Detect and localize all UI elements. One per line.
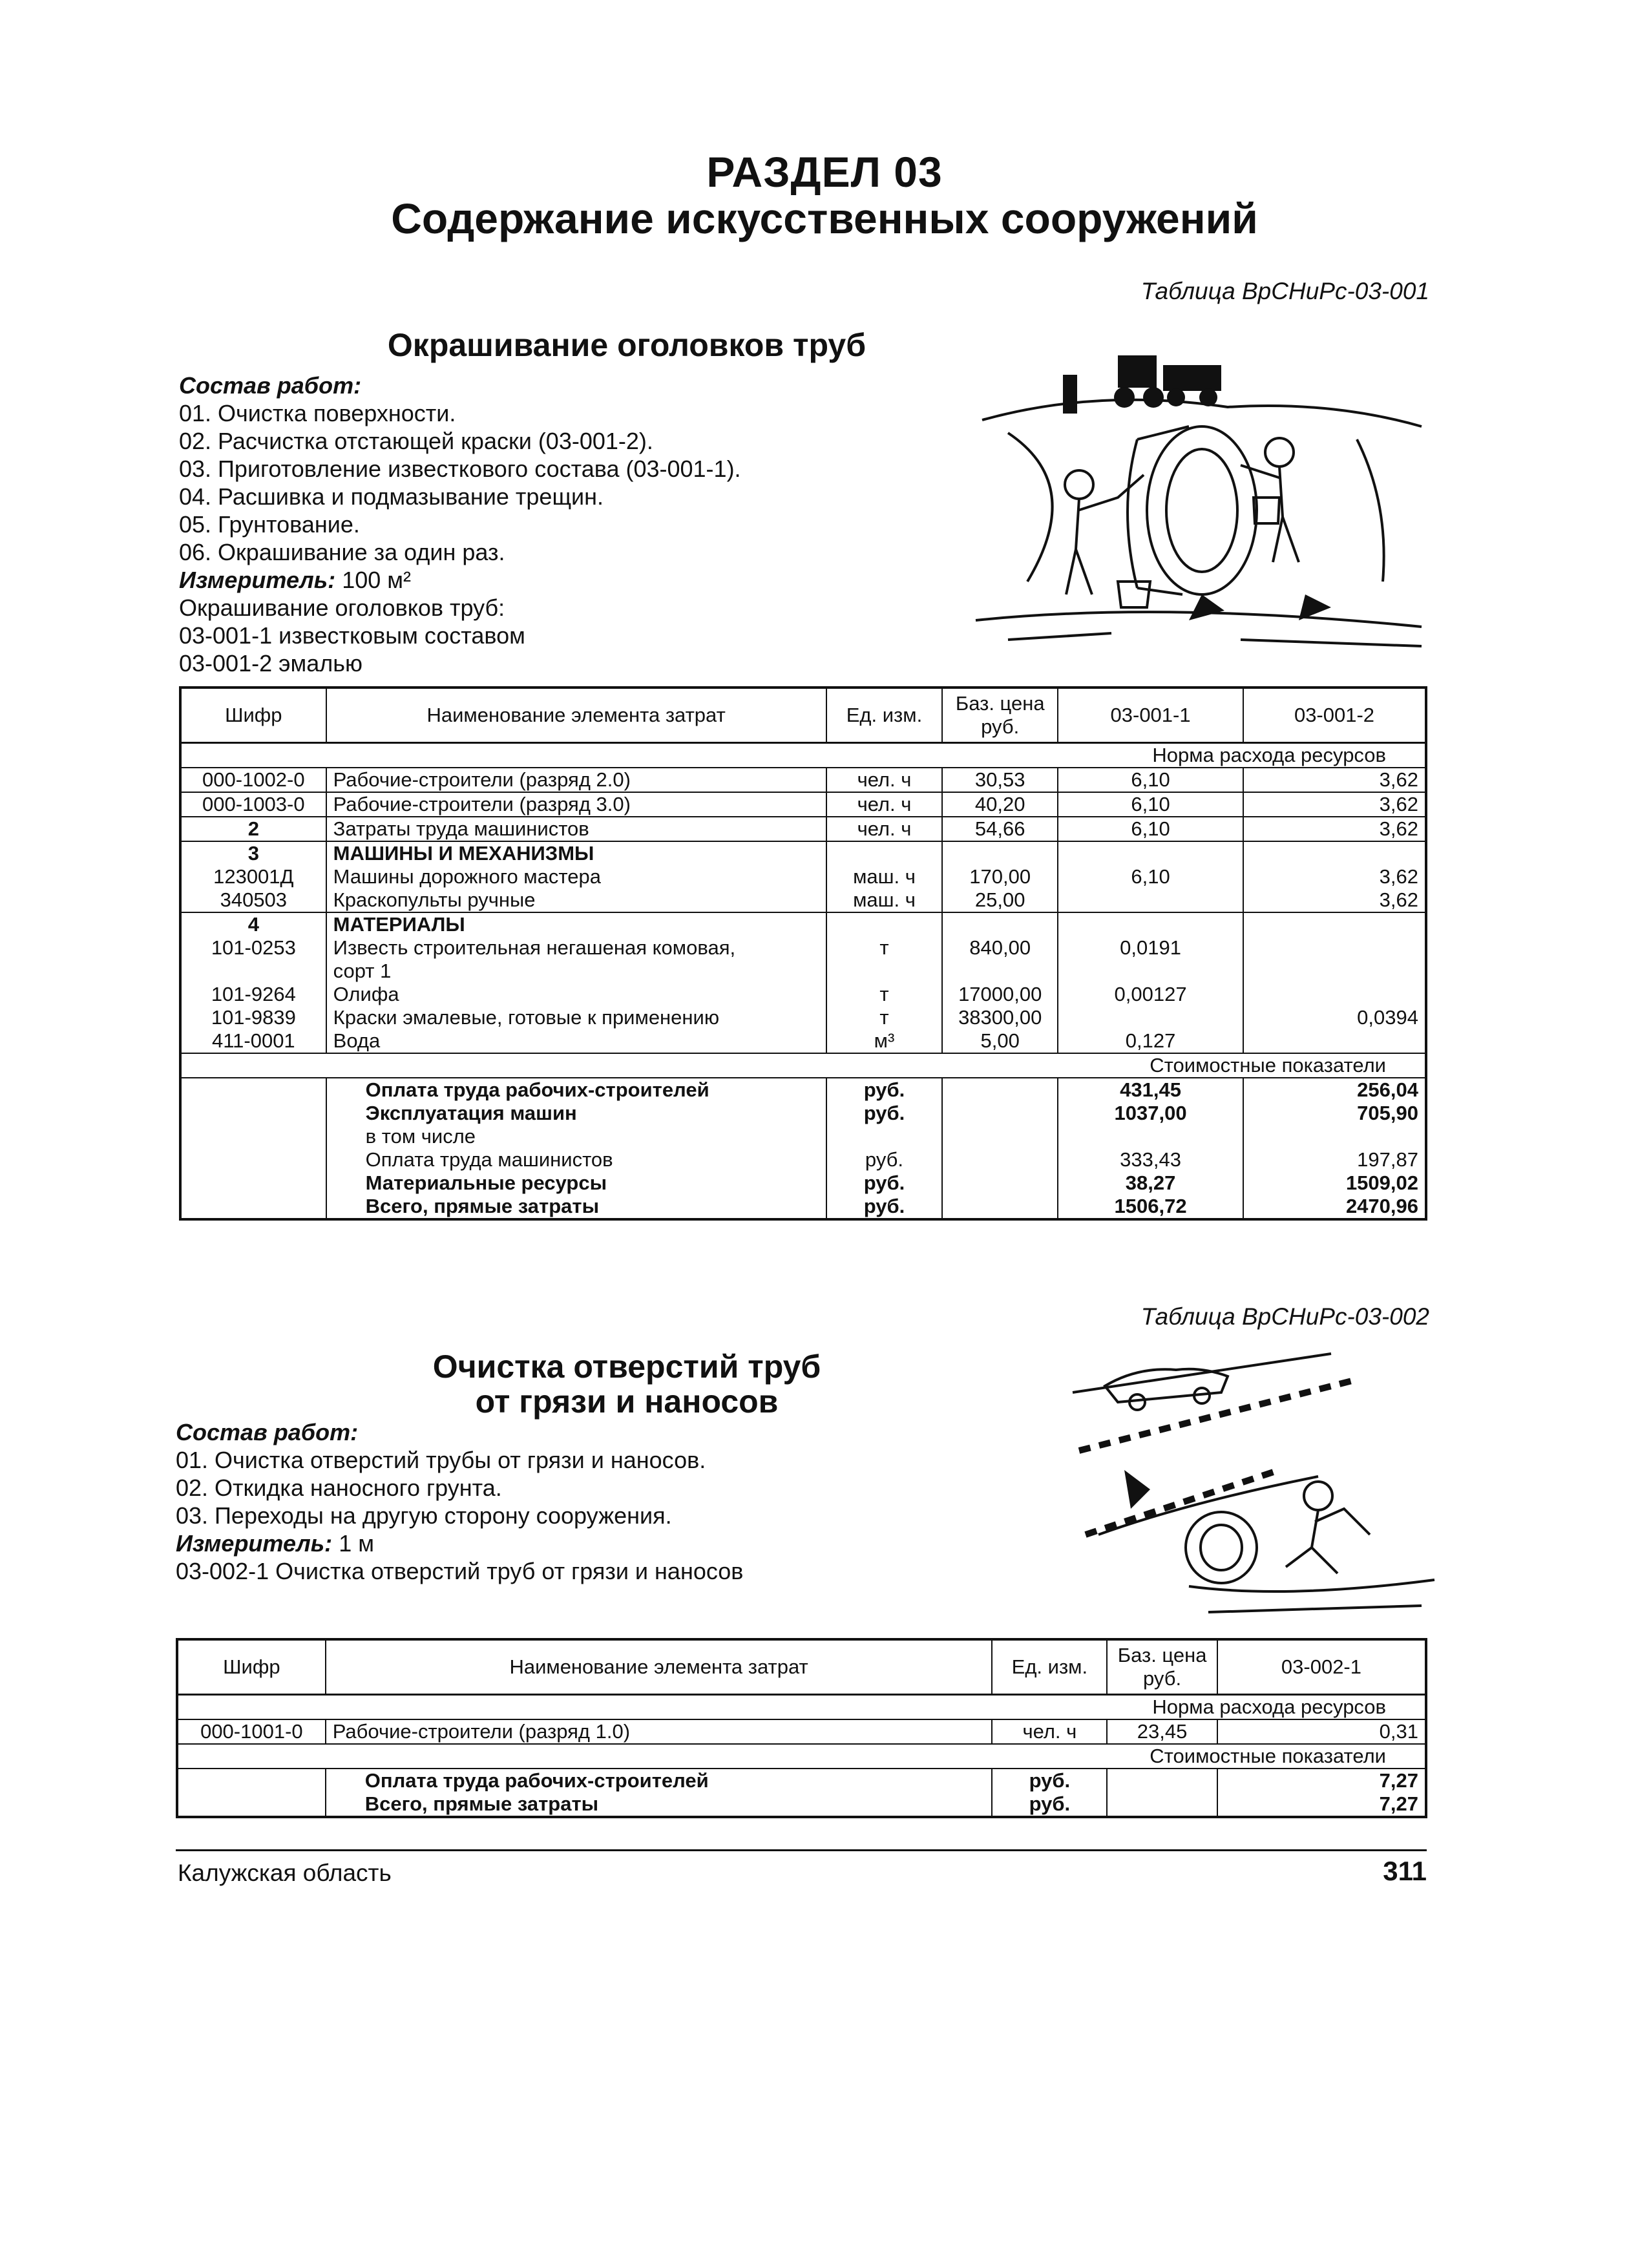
painting-pipe-illustration bbox=[969, 336, 1434, 659]
cell-v1: 6,10 bbox=[1058, 768, 1243, 792]
meter-label: Измеритель: bbox=[176, 1530, 333, 1557]
variants-intro: Окрашивание оголовков труб: bbox=[179, 594, 505, 621]
meter-label: Измеритель: bbox=[179, 567, 336, 593]
cell-v1 bbox=[1058, 1006, 1243, 1029]
table-row bbox=[180, 912, 1426, 936]
cell-v2: 3,62 bbox=[1243, 792, 1426, 817]
cell-code: 101-0253 bbox=[180, 936, 326, 983]
cost-v1: 1037,00 bbox=[1058, 1102, 1243, 1125]
cost-v2: 705,90 bbox=[1243, 1102, 1426, 1125]
cell-code: 123001Д bbox=[180, 865, 326, 888]
cost-row bbox=[180, 1195, 1426, 1219]
table-row bbox=[180, 936, 1426, 983]
cell-v1: 0,00127 bbox=[1058, 983, 1243, 1006]
cell-unit: т bbox=[826, 1006, 943, 1029]
table-header-row bbox=[180, 688, 1426, 743]
cell-v2: 3,62 bbox=[1243, 865, 1426, 888]
resource-table-03-001 bbox=[179, 686, 1427, 1221]
cost-name: Оплата труда рабочих-строителей bbox=[326, 1769, 993, 1792]
cost-v1: 1506,72 bbox=[1058, 1195, 1243, 1219]
cell-price: 5,00 bbox=[942, 1029, 1058, 1053]
cost-unit: руб. bbox=[992, 1792, 1107, 1817]
work-step: 04. Расшивка и подмазывание трещин. bbox=[179, 483, 604, 510]
cell-v2 bbox=[1243, 1029, 1426, 1053]
cost-name: Оплата труда рабочих-строителей bbox=[326, 1078, 826, 1102]
cost-name: Всего, прямые затраты bbox=[326, 1195, 826, 1219]
cost-row bbox=[177, 1792, 1426, 1817]
cell-price: 840,00 bbox=[942, 936, 1058, 983]
cost-row bbox=[180, 1102, 1426, 1125]
col-header-name: Наименование элемента затрат bbox=[326, 1639, 993, 1695]
cell-name: МАТЕРИАЛЫ bbox=[326, 912, 826, 936]
band-row-cost bbox=[177, 1744, 1426, 1769]
cost-name: Всего, прямые затраты bbox=[326, 1792, 993, 1817]
meter-value: 1 м bbox=[339, 1530, 374, 1557]
meter-line bbox=[176, 1529, 1016, 1557]
table-row bbox=[180, 983, 1426, 1006]
cost-v1: 7,27 bbox=[1217, 1792, 1426, 1817]
page-number: 311 bbox=[1383, 1856, 1427, 1886]
cell-v2 bbox=[1243, 983, 1426, 1006]
table2-work-list bbox=[176, 1418, 1016, 1585]
cost-name: Материальные ресурсы bbox=[326, 1171, 826, 1195]
cell-code: 411-0001 bbox=[180, 1029, 326, 1053]
cell-name: Вода bbox=[326, 1029, 826, 1053]
cell-code: 000-1002-0 bbox=[180, 768, 326, 792]
variant-item: 03-001-2 эмалью bbox=[179, 650, 363, 677]
cell-v1: 6,10 bbox=[1058, 865, 1243, 888]
cell-unit: чел. ч bbox=[826, 792, 943, 817]
table1-ref: Таблица ВрСНиРс-03-001 bbox=[1140, 278, 1429, 304]
cost-unit: руб. bbox=[826, 1102, 943, 1125]
cost-row bbox=[180, 1148, 1426, 1171]
section-subheading: Содержание искусственных сооружений bbox=[391, 194, 1258, 242]
cost-name: Оплата труда машинистов bbox=[326, 1148, 826, 1171]
cell-name: Рабочие-строители (разряд 3.0) bbox=[326, 792, 826, 817]
col-header-price: Баз. цена руб. bbox=[1107, 1639, 1217, 1695]
cell-v1: 0,0191 bbox=[1058, 936, 1243, 983]
table-header-row bbox=[177, 1639, 1426, 1695]
cell-price: 17000,00 bbox=[942, 983, 1058, 1006]
work-step: 05. Грунтование. bbox=[179, 511, 360, 538]
cell-name-line1: Известь строительная негашеная комовая, bbox=[333, 936, 736, 959]
work-step: 02. Расчистка отстающей краски (03-001-2). bbox=[179, 428, 653, 454]
cell-price: 40,20 bbox=[942, 792, 1058, 817]
cell-name: Олифа bbox=[326, 983, 826, 1006]
cell-name: Краскопульты ручные bbox=[326, 888, 826, 912]
cell-code: 000-1001-0 bbox=[177, 1719, 326, 1744]
cell-code: 000-1003-0 bbox=[180, 792, 326, 817]
cell-code: 340503 bbox=[180, 888, 326, 912]
cell-v1: 6,10 bbox=[1058, 817, 1243, 841]
cell-unit: маш. ч bbox=[826, 865, 943, 888]
col-header-03-002-1: 03-002-1 bbox=[1217, 1639, 1426, 1695]
work-step: 01. Очистка отверстий трубы от грязи и наносов. bbox=[176, 1447, 706, 1473]
footer-region: Калужская область bbox=[178, 1860, 392, 1886]
table-row bbox=[177, 1719, 1426, 1744]
cost-row bbox=[180, 1125, 1426, 1148]
col-header-name: Наименование элемента затрат bbox=[326, 688, 826, 743]
table-row bbox=[180, 841, 1426, 865]
table1-work-list bbox=[179, 372, 954, 677]
cost-v2: 197,87 bbox=[1243, 1148, 1426, 1171]
table1-title: Окрашивание оголовков труб bbox=[387, 327, 867, 363]
cell-name: Машины дорожного мастера bbox=[326, 865, 826, 888]
col-header-unit: Ед. изм. bbox=[992, 1639, 1107, 1695]
col-header-03-001-1: 03-001-1 bbox=[1058, 688, 1243, 743]
cost-v2: 2470,96 bbox=[1243, 1195, 1426, 1219]
cost-unit: руб. bbox=[992, 1769, 1107, 1792]
cell-code: 101-9839 bbox=[180, 1006, 326, 1029]
work-step: 03. Переходы на другую сторону сооружения. bbox=[176, 1502, 672, 1529]
table-row bbox=[180, 817, 1426, 841]
band-norm-label: Норма расхода ресурсов bbox=[177, 1695, 1426, 1720]
cell-v2: 3,62 bbox=[1243, 888, 1426, 912]
cell-code: 101-9264 bbox=[180, 983, 326, 1006]
col-header-code: Шифр bbox=[177, 1639, 326, 1695]
cell-unit: м³ bbox=[826, 1029, 943, 1053]
work-step: 03. Приготовление известкового состава (03-001-1). bbox=[179, 456, 741, 482]
cell-v2: 3,62 bbox=[1243, 768, 1426, 792]
work-step: 02. Откидка наносного грунта. bbox=[176, 1475, 502, 1501]
cell-code: 2 bbox=[180, 817, 326, 841]
cost-unit: руб. bbox=[826, 1078, 943, 1102]
cell-price: 38300,00 bbox=[942, 1006, 1058, 1029]
table-row bbox=[180, 768, 1426, 792]
cell-v2 bbox=[1243, 936, 1426, 983]
cost-row bbox=[177, 1769, 1426, 1792]
cell-v1: 6,10 bbox=[1058, 792, 1243, 817]
table2-title-line1: Очистка отверстий труб bbox=[432, 1349, 821, 1385]
cell-name: Рабочие-строители (разряд 2.0) bbox=[326, 768, 826, 792]
cell-unit: чел. ч bbox=[826, 817, 943, 841]
work-composition-label: Состав работ: bbox=[176, 1419, 359, 1445]
cost-unit: руб. bbox=[826, 1195, 943, 1219]
table2-title bbox=[336, 1349, 918, 1419]
meter-value: 100 м² bbox=[342, 567, 412, 593]
cost-row bbox=[180, 1171, 1426, 1195]
band-cost-label: Стоимостные показатели bbox=[177, 1744, 1426, 1769]
col-header-03-001-2: 03-001-2 bbox=[1243, 688, 1426, 743]
cell-unit: т bbox=[826, 983, 943, 1006]
col-header-code: Шифр bbox=[180, 688, 326, 743]
cell-v2: 3,62 bbox=[1243, 817, 1426, 841]
cell-unit: чел. ч bbox=[826, 768, 943, 792]
band-row-norm bbox=[177, 1695, 1426, 1720]
cost-unit: руб. bbox=[826, 1171, 943, 1195]
variant-item: 03-001-1 известковым составом bbox=[179, 622, 525, 649]
table2-ref: Таблица ВрСНиРс-03-002 bbox=[1140, 1303, 1429, 1330]
cost-name: Эксплуатация машин bbox=[326, 1102, 826, 1125]
cost-v1: 38,27 bbox=[1058, 1171, 1243, 1195]
cell-v1: 0,31 bbox=[1217, 1719, 1426, 1744]
cost-v1: 7,27 bbox=[1217, 1769, 1426, 1792]
variant-item: 03-002-1 Очистка отверстий труб от грязи и наносов bbox=[176, 1558, 744, 1584]
resource-table-03-002 bbox=[176, 1638, 1427, 1818]
table2-title-line2: от грязи и наносов bbox=[475, 1383, 779, 1420]
cell-price: 30,53 bbox=[942, 768, 1058, 792]
cost-v1: 333,43 bbox=[1058, 1148, 1243, 1171]
cell-name: Краски эмалевые, готовые к применению bbox=[326, 1006, 826, 1029]
table-row bbox=[180, 1029, 1426, 1053]
cell-code: 4 bbox=[180, 912, 326, 936]
cell-price: 170,00 bbox=[942, 865, 1058, 888]
cell-v1: 0,127 bbox=[1058, 1029, 1243, 1053]
cell-name: Затраты труда машинистов bbox=[326, 817, 826, 841]
work-composition-label: Состав работ: bbox=[179, 372, 362, 399]
cell-price: 23,45 bbox=[1107, 1719, 1217, 1744]
cell-unit: т bbox=[826, 936, 943, 983]
table-row bbox=[180, 865, 1426, 888]
cost-row bbox=[180, 1078, 1426, 1102]
cell-unit: маш. ч bbox=[826, 888, 943, 912]
work-step: 06. Окрашивание за один раз. bbox=[179, 539, 505, 565]
col-header-price: Баз. цена руб. bbox=[942, 688, 1058, 743]
table-row bbox=[180, 888, 1426, 912]
cell-name bbox=[326, 936, 826, 983]
cost-v2: 256,04 bbox=[1243, 1078, 1426, 1102]
cell-name: Рабочие-строители (разряд 1.0) bbox=[326, 1719, 993, 1744]
cell-code: 3 bbox=[180, 841, 326, 865]
footer-divider bbox=[176, 1849, 1427, 1851]
meter-line bbox=[179, 566, 954, 594]
cell-v2: 0,0394 bbox=[1243, 1006, 1426, 1029]
pipe-cleaning-illustration bbox=[1060, 1341, 1441, 1625]
cell-v1 bbox=[1058, 888, 1243, 912]
band-row-cost bbox=[180, 1053, 1426, 1078]
cost-v1: 431,45 bbox=[1058, 1078, 1243, 1102]
cell-unit: чел. ч bbox=[992, 1719, 1107, 1744]
band-norm-label: Норма расхода ресурсов bbox=[180, 743, 1426, 768]
cell-name-line2: сорт 1 bbox=[333, 960, 392, 982]
cost-name: в том числе bbox=[326, 1125, 826, 1148]
cell-name: МАШИНЫ И МЕХАНИЗМЫ bbox=[326, 841, 826, 865]
cell-price: 54,66 bbox=[942, 817, 1058, 841]
table-row bbox=[180, 1006, 1426, 1029]
band-row-norm bbox=[180, 743, 1426, 768]
col-header-unit: Ед. изм. bbox=[826, 688, 943, 743]
table-row bbox=[180, 792, 1426, 817]
cost-v2: 1509,02 bbox=[1243, 1171, 1426, 1195]
work-step: 01. Очистка поверхности. bbox=[179, 400, 456, 426]
band-cost-label: Стоимостные показатели bbox=[180, 1053, 1426, 1078]
cost-unit: руб. bbox=[826, 1148, 943, 1171]
cell-price: 25,00 bbox=[942, 888, 1058, 912]
section-heading: РАЗДЕЛ 03 bbox=[706, 148, 943, 196]
